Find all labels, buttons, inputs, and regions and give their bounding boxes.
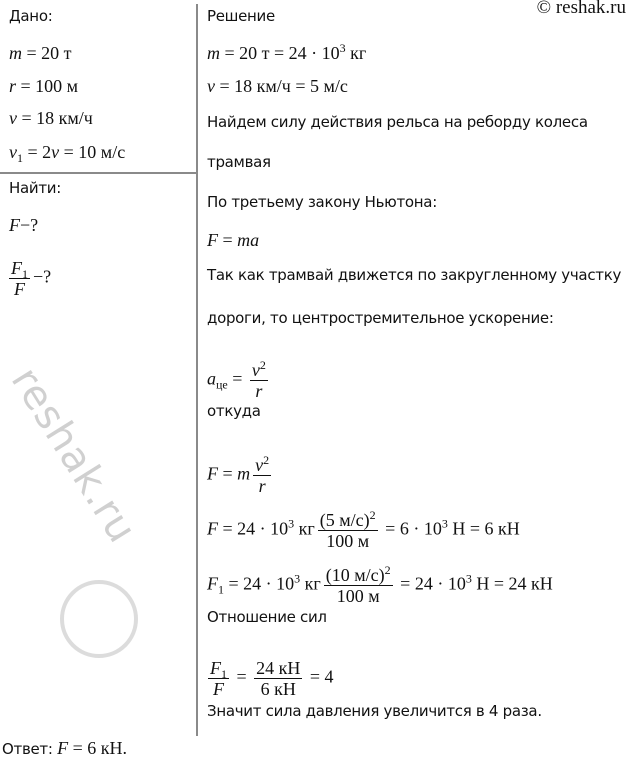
- solution-f-ma: F = ma: [207, 230, 260, 250]
- given-v: v = 18 км/ч: [9, 108, 93, 128]
- solution-f1-calc: $F_1 = 24 \cdot 10^3$ кг $\frac{(10 м/с)^2}{100 м}$ = $24 \cdot 10^3$ Н = 24 кН: [207, 563, 553, 606]
- watermark-circle: [60, 580, 138, 658]
- find-title: Найти:: [9, 179, 61, 197]
- solution-m: m = 20 $т = 24 \cdot 10^3$ кг: [207, 41, 367, 63]
- solution-f-formula: F = m $\frac{v^2}{r}$: [207, 453, 270, 496]
- column-divider: [196, 4, 198, 736]
- solution-text4: Так как трамвай движется по закругленному участку: [207, 266, 622, 284]
- solution-title: Решение: [207, 7, 275, 25]
- solution-f-calc: $F = 24 \cdot 10^3$ кг $\frac{(5 м/с)^2}{100 м}$ = $6 \cdot 10^3$ Н = 6 кН: [207, 508, 520, 551]
- given-r: r = 100 м: [9, 76, 79, 96]
- given-v1: $v_1 = 2v = 10$ м/с: [9, 142, 126, 165]
- given-m: m = 20 т: [9, 43, 72, 63]
- given-title: Дано:: [9, 7, 53, 25]
- find-ratio: $\frac{F_1}{F}$ −?: [11, 258, 52, 299]
- answer: Ответ: F = 6 кН.: [2, 738, 127, 758]
- watermark-diagonal: reshak.ru: [1, 359, 146, 552]
- solution-v: v = 18 км/ч = 5 м/с: [207, 76, 348, 96]
- solution-accel: $a_{це}$ = $\frac{v^2}{r}$: [207, 358, 266, 401]
- solution-text8: Значит сила давления увеличится в 4 раза.: [207, 702, 542, 720]
- solution-text6: откуда: [207, 402, 261, 420]
- solution-text7: Отношение сил: [207, 608, 327, 626]
- solution-text1: Найдем силу действия рельса на реборду колеса: [207, 113, 588, 131]
- solution-text3: По третьему закону Ньютона:: [207, 193, 437, 211]
- given-find-divider: [0, 172, 197, 174]
- solution-text2: трамвая: [207, 153, 271, 171]
- solution-text5: дороги, то центростремительное ускорение:: [207, 309, 554, 327]
- solution-ratio: $\frac{F_1}{F}$ = $\frac{24 кН}{6 кН}$ = 4: [210, 658, 334, 699]
- find-f: F−?: [9, 215, 39, 235]
- watermark: © reshak.ru: [536, 0, 626, 18]
